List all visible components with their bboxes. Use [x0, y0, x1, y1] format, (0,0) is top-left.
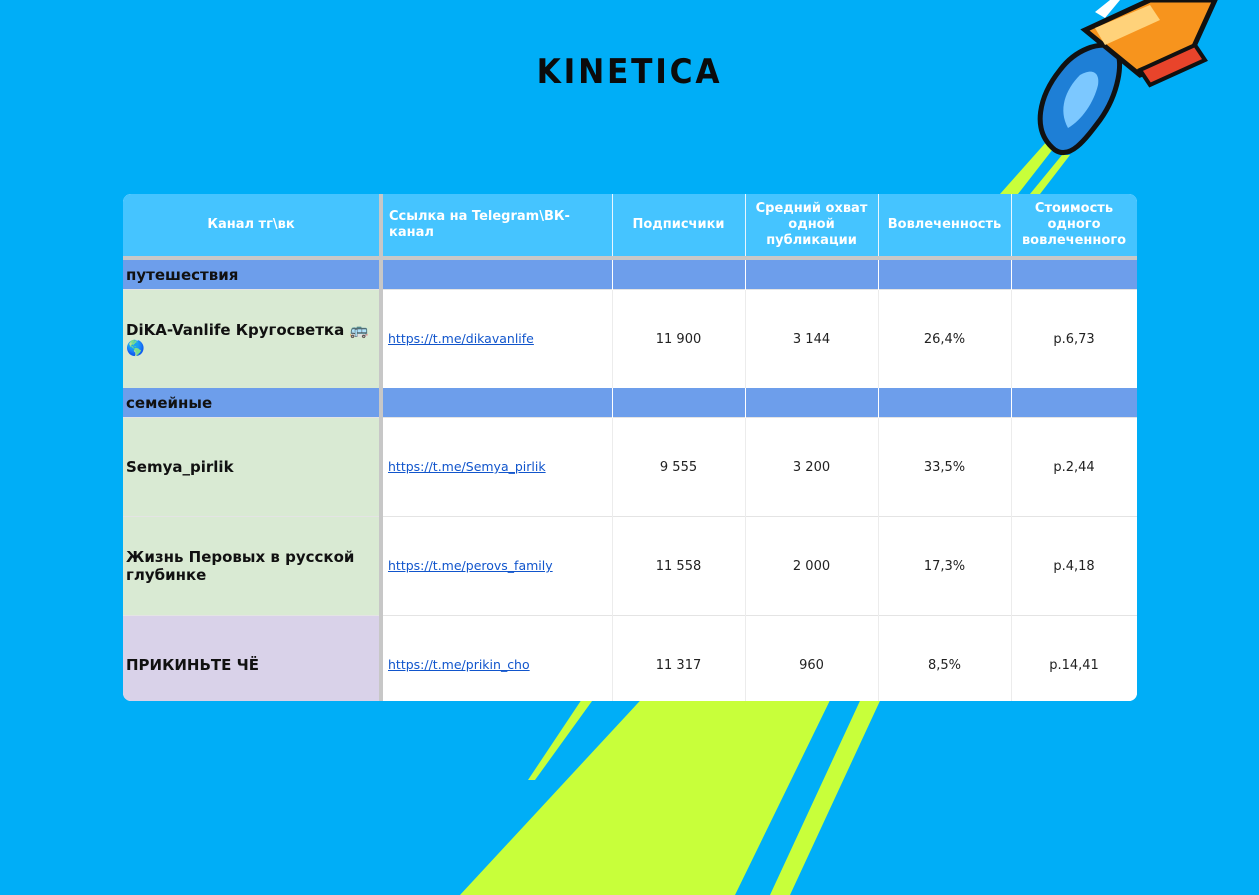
reach-cell: 960	[745, 616, 878, 702]
reach-cell: 3 200	[745, 418, 878, 517]
channel-name: DiKA-Vanlife Кругосветка 🚌 🌎	[123, 290, 381, 389]
engagement-cell: 33,5%	[878, 418, 1011, 517]
table-row	[123, 517, 1137, 616]
category-label: путешествия	[123, 260, 381, 290]
channel-link[interactable]: https://t.me/perovs_family	[388, 558, 553, 573]
channel-name: Semya_pirlik	[123, 418, 381, 517]
channel-link[interactable]: https://t.me/Semya_pirlik	[388, 459, 546, 474]
subscribers-cell: 11 317	[612, 616, 745, 702]
cost-cell: р.14,41	[1011, 616, 1137, 702]
header-link: Ссылка на Telegram\ВК-канал	[381, 194, 612, 256]
subscribers-cell: 9 555	[612, 418, 745, 517]
table-header-row	[123, 194, 1137, 256]
header-subscribers: Подписчики	[612, 194, 745, 256]
channel-name: ПРИКИНЬТЕ ЧЁ	[123, 616, 381, 702]
cost-cell: р.2,44	[1011, 418, 1137, 517]
category-row	[123, 260, 1137, 290]
engagement-cell: 26,4%	[878, 290, 1011, 389]
channel-name: Жизнь Перовых в русской глубинке	[123, 517, 381, 616]
table-row	[123, 290, 1137, 389]
channel-link[interactable]: https://t.me/prikin_cho	[388, 657, 530, 672]
beam-wide	[460, 690, 835, 895]
reach-cell: 3 144	[745, 290, 878, 389]
subscribers-cell: 11 900	[612, 290, 745, 389]
engagement-cell: 17,3%	[878, 517, 1011, 616]
header-reach: Средний охват одной публикации	[745, 194, 878, 256]
category-label: семейные	[123, 388, 381, 418]
reach-cell: 2 000	[745, 517, 878, 616]
header-cost: Стоимость одного вовлеченного	[1011, 194, 1137, 256]
engagement-cell: 8,5%	[878, 616, 1011, 702]
subscribers-cell: 11 558	[612, 517, 745, 616]
header-channel: Канал тг\вк	[123, 194, 381, 256]
header-engagement: Вовлеченность	[878, 194, 1011, 256]
kinetica-logo: KINETICA	[536, 52, 723, 92]
channels-table	[123, 194, 1137, 701]
cost-cell: р.6,73	[1011, 290, 1137, 389]
cost-cell: р.4,18	[1011, 517, 1137, 616]
channel-link[interactable]: https://t.me/dikavanlife	[388, 331, 534, 346]
table-row	[123, 616, 1137, 702]
category-row	[123, 388, 1137, 418]
table-row	[123, 418, 1137, 517]
channels-table-card	[123, 194, 1137, 701]
